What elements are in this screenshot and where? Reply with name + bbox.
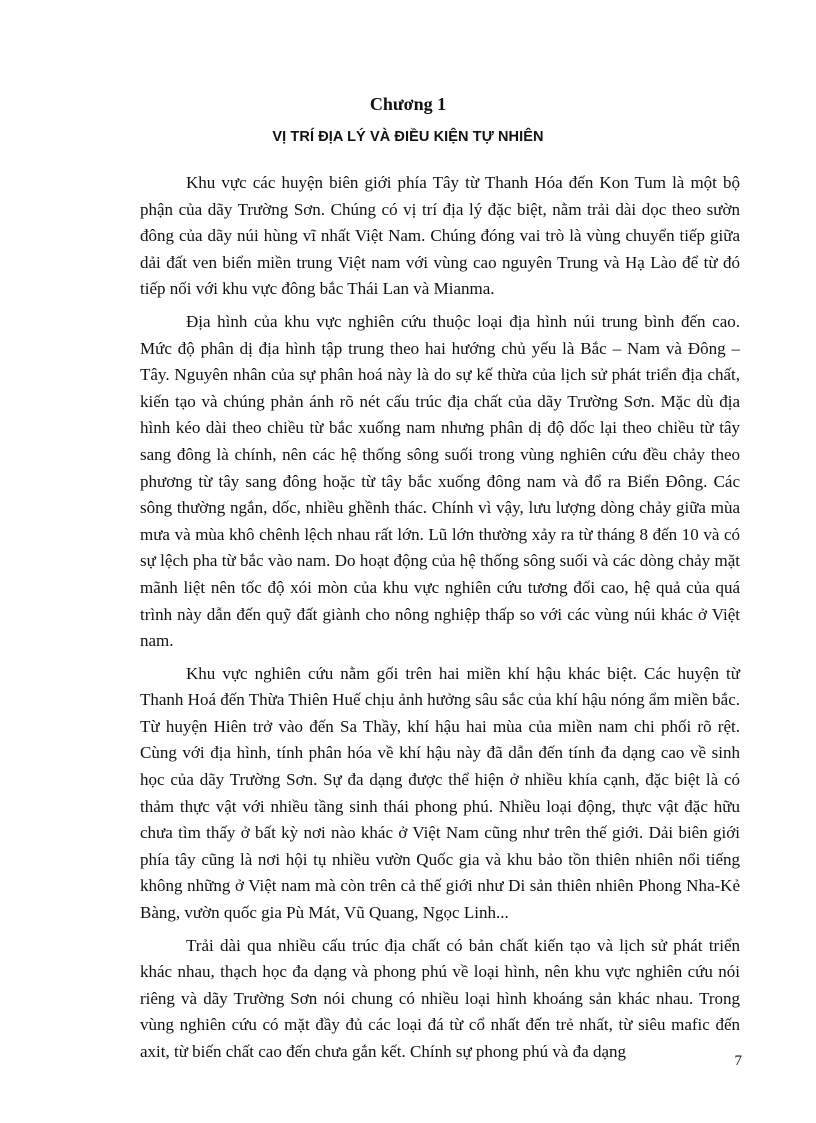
chapter-label: Chương 1 [369, 94, 447, 114]
chapter-title: VỊ TRÍ ĐỊA LÝ VÀ ĐIỀU KIỆN TỰ NHIÊN [272, 129, 544, 145]
paragraph-climate: Khu vực nghiên cứu nằm gối trên hai miền khí hậu khác biệt. Các huyện từ Thanh Hoá đến Thừa Thiên Huế chịu ảnh hưởng sâu sắc của khí hậu nóng ẩm miền bắc. Từ huyện Hiên trở vào đến Sa Thầy, khí hậu hai mùa của miền nam chi phối rõ rệt. Cùng với địa hình, tính phân hóa về khí hậu này đã dẫn đến tính đa dạng cao về sinh học của dãy Trường Sơn. Sự đa dạng được thể hiện ở nhiều khía cạnh, đặc biệt là có thảm thực vật với nhiều tầng sinh thái phong phú. Nhiều loại động, thực vật đặc hữu chưa tìm thấy ở bất kỳ nơi nào khác ở Việt Nam cũng như trên thế giới. Dải biên giới phía tây cũng là nơi hội tụ nhiều vườn Quốc gia và khu bảo tồn thiên nhiên nổi tiếng không những ở Việt nam mà còn trên cả thế giới như Di sản thiên nhiên Phong Nha-Kẻ Bàng, vườn quốc gia Pù Mát, Vũ Quang, Ngọc Linh... [140, 663, 740, 923]
page-number: 7 [734, 1053, 742, 1069]
paragraph-terrain: Địa hình của khu vực nghiên cứu thuộc loại địa hình núi trung bình đến cao. Mức độ phân dị địa hình tập trung theo hai hướng chủ yếu là Bắc – Nam và Đông – Tây. Nguyên nhân của sự phân hoá này là do sự kế thừa của lịch sử phát triển địa chất, kiến tạo và chúng phản ánh rõ nét cấu trúc địa chất của dãy Trường Sơn. Mặc dù địa hình kéo dài theo chiều từ bắc xuống nam nhưng phân dị độ dốc lại theo chiều từ tây sang đông là chính, nên các hệ thống sông suối trong vùng nghiên cứu đều chảy theo phương từ tây sang đông hoặc từ tây bắc xuống đông nam và đổ ra Biển Đông. Các sông thường ngắn, dốc, nhiều ghềnh thác. Chính vì vậy, lưu lượng dòng chảy giữa mùa mưa và mùa khô chênh lệch nhau rất lớn. Lũ lớn thường xảy ra từ tháng 8 đến 10 và có sự lệch pha từ bắc vào nam. Do hoạt động của hệ thống sông suối và các dòng chảy mặt mãnh liệt nên tốc độ xói mòn của khu vực nghiên cứu tương đối cao, hệ quả của quá trình này dẫn đến quỹ đất giành cho nông nghiệp thấp so với các vùng núi khác ở Việt nam. [140, 311, 740, 651]
paragraph-location: Khu vực các huyện biên giới phía Tây từ Thanh Hóa đến Kon Tum là một bộ phận của dãy Trường Sơn. Chúng có vị trí địa lý đặc biệt, nằm trải dài dọc theo sườn đông của dãy núi hùng vĩ nhất Việt Nam. Chúng đóng vai trò là vùng chuyển tiếp giữa dải đất ven biển miền trung Việt nam với vùng cao nguyên Trung và Hạ Lào để từ đó tiếp nối với khu vực đông bắc Thái Lan và Mianma. [140, 173, 740, 299]
paragraph-geology: Trải dài qua nhiều cấu trúc địa chất có bản chất kiến tạo và lịch sử phát triển khác nhau, thạch học đa dạng và phong phú về loại hình, nên khu vực nghiên cứu nói riêng và dãy Trường Sơn nói chung có nhiều loại hình khoáng sản khác nhau. Trong vùng nghiên cứu có mặt đầy đủ các loại đá từ cổ nhất đến trẻ nhất, từ siêu mafic đến axit, từ biến chất cao đến chưa gắn kết. Chính sự phong phú và đa dạng [140, 935, 740, 1061]
body-text [140, 170, 740, 1072]
